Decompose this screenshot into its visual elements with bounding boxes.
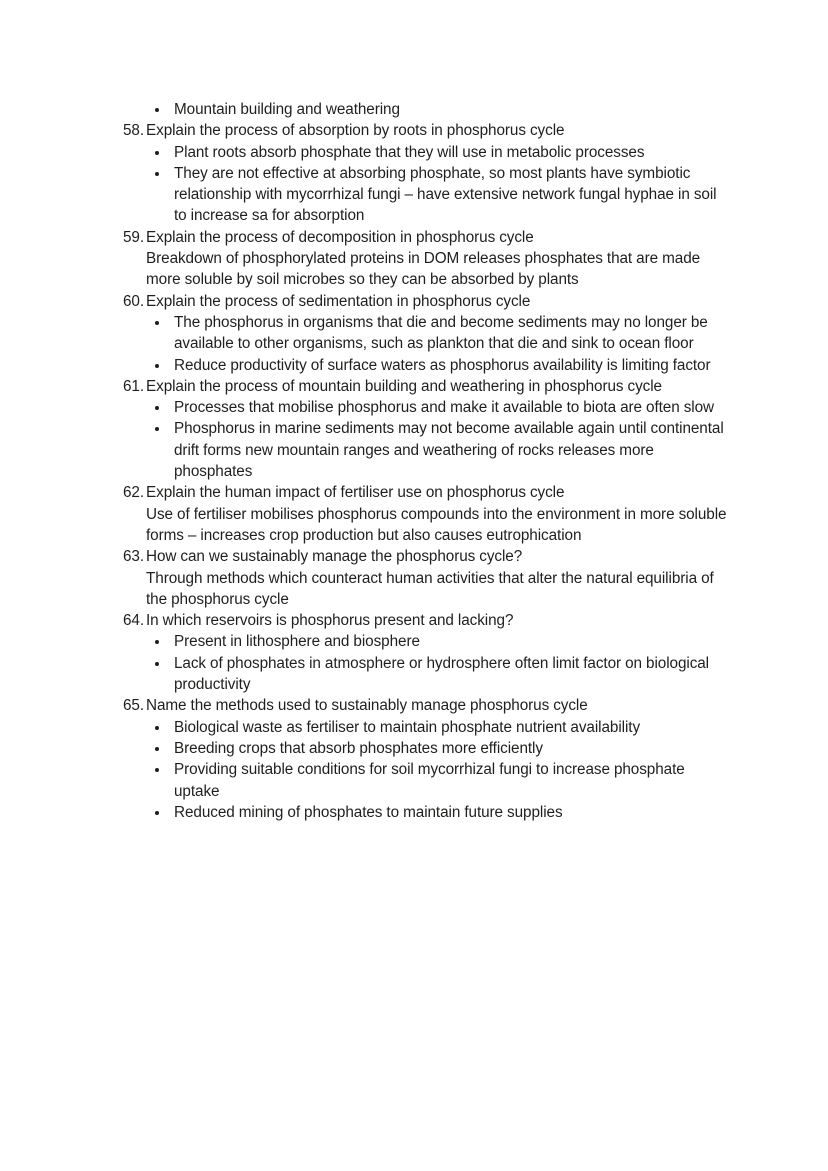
list-item [155, 653, 733, 696]
item-number: 65. [123, 697, 144, 715]
notes-list [123, 99, 733, 823]
item-body [146, 227, 733, 291]
item-question: How can we sustainably manage the phosphorus cycle? [146, 548, 523, 566]
item-answer-paragraph: Breakdown of phosphorylated proteins in DOM releases phosphates that are made more soluble by soil microbes so they can be absorbed by plants [146, 250, 701, 289]
list-item [155, 142, 733, 163]
numbered-item [123, 610, 733, 695]
list-item-text: Plant roots absorb phosphate that they will use in metabolic processes [174, 143, 645, 161]
numbered-item [123, 120, 733, 226]
list-item-text: Providing suitable conditions for soil mycorrhizal fungi to increase phosphate uptake [174, 761, 685, 800]
item-question: Explain the process of sedimentation in phosphorus cycle [146, 292, 531, 310]
item-body [146, 695, 733, 823]
list-item [155, 759, 733, 802]
bullet-list [146, 142, 733, 227]
item-number: 58. [123, 122, 144, 140]
item-number: 59. [123, 228, 144, 246]
item-body [146, 482, 733, 546]
list-item [155, 418, 733, 482]
item-number: 62. [123, 484, 144, 502]
item-question: Explain the process of mountain building and weathering in phosphorus cycle [146, 377, 662, 395]
list-item [155, 738, 733, 759]
list-item [155, 631, 733, 652]
list-item [155, 99, 733, 120]
item-question: Name the methods used to sustainably manage phosphorus cycle [146, 697, 588, 715]
list-item-text: Mountain building and weathering [174, 101, 400, 118]
item-body [146, 610, 733, 695]
item-body [146, 546, 733, 610]
item-question: Explain the process of decomposition in phosphorus cycle [146, 228, 534, 246]
list-item [155, 397, 733, 418]
item-number: 64. [123, 612, 144, 630]
list-item [155, 355, 733, 376]
numbered-item [123, 546, 733, 610]
list-item-text: Breeding crops that absorb phosphates more efficiently [174, 739, 543, 757]
orphan-bullet-list [123, 99, 733, 120]
item-body [146, 376, 733, 482]
item-body [146, 120, 733, 226]
item-answer-paragraph: Through methods which counteract human activities that alter the natural equilibria of the phosphorus cycle [146, 569, 714, 608]
bullet-list [146, 717, 733, 823]
bullet-list [146, 631, 733, 695]
list-item-text: Processes that mobilise phosphorus and make it available to biota are often slow [174, 399, 714, 417]
list-item [155, 163, 733, 227]
list-item-text: Lack of phosphates in atmosphere or hydrosphere often limit factor on biological productivity [174, 654, 710, 694]
list-item-text: The phosphorus in organisms that die and become sediments may no longer be available to other organisms, such as plankton that die and sink to ocean floor [174, 313, 708, 353]
list-item-text: Phosphorus in marine sediments may not become available again until continental drift forms new mountain ranges and weathering of rocks releases more phosphates [174, 420, 724, 481]
item-number: 61. [123, 377, 144, 395]
item-question: In which reservoirs is phosphorus present and lacking? [146, 612, 514, 630]
list-item-text: Biological waste as fertiliser to maintain phosphate nutrient availability [174, 718, 641, 736]
list-item-text: They are not effective at absorbing phosphate, so most plants have symbiotic relationship with mycorrhizal fungi – have extensive network fungal hyphae in soil to increase sa for absorption [174, 164, 717, 225]
item-body [146, 291, 733, 376]
item-question: Explain the process of absorption by roots in phosphorus cycle [146, 122, 565, 140]
list-item [155, 802, 733, 823]
bullet-list [146, 312, 733, 376]
numbered-item [123, 291, 733, 376]
item-number: 63. [123, 548, 144, 566]
list-item [155, 717, 733, 738]
list-item-text: Present in lithosphere and biosphere [174, 633, 420, 651]
bullet-list [146, 397, 733, 482]
list-item [155, 312, 733, 355]
item-answer-paragraph: Use of fertiliser mobilises phosphorus compounds into the environment in more soluble forms – increases crop production but also causes eutrophication [146, 505, 727, 544]
numbered-item [123, 482, 733, 546]
item-question: Explain the human impact of fertiliser use on phosphorus cycle [146, 484, 565, 502]
numbered-item [123, 695, 733, 823]
numbered-item [123, 376, 733, 482]
item-number: 60. [123, 292, 144, 310]
numbered-item [123, 227, 733, 291]
list-item-text: Reduced mining of phosphates to maintain future supplies [174, 803, 563, 821]
list-item-text: Reduce productivity of surface waters as phosphorus availability is limiting factor [174, 356, 711, 374]
